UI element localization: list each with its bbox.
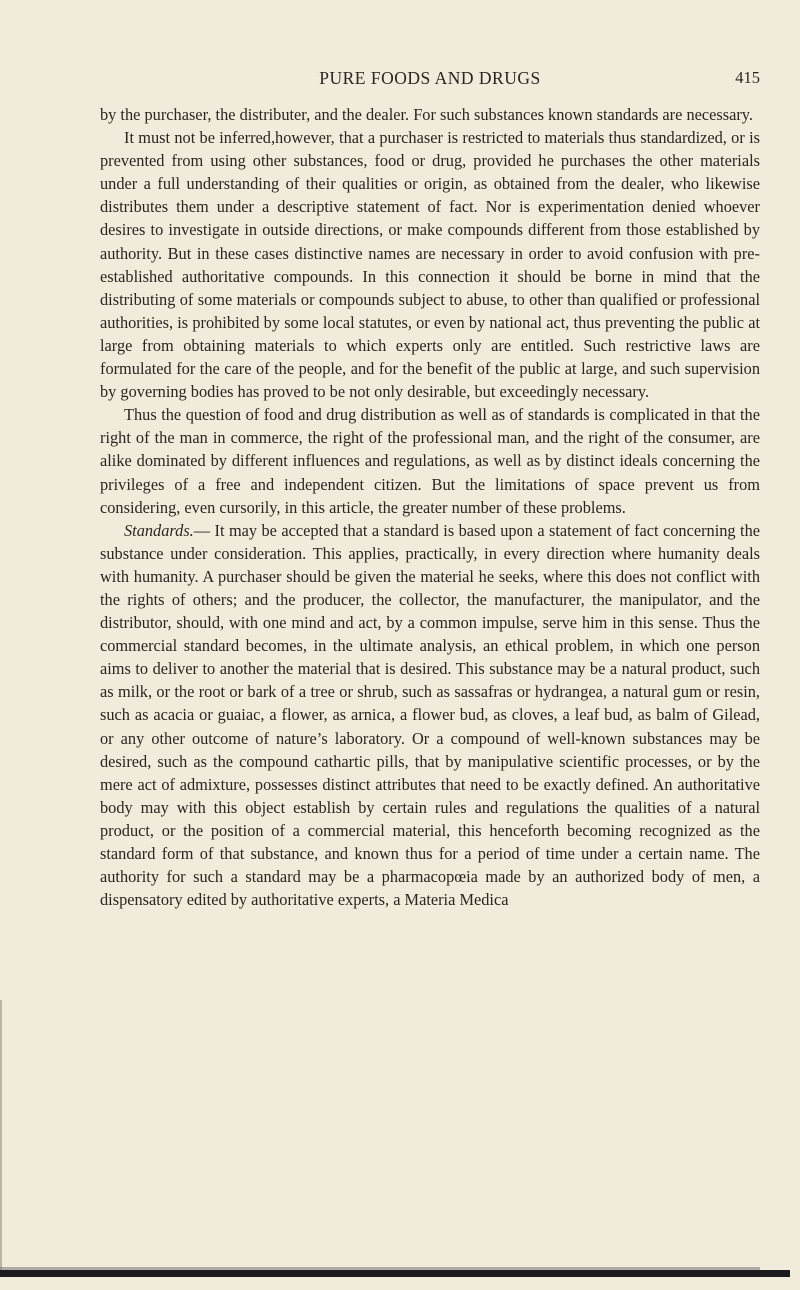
page-number: 415 <box>735 68 760 87</box>
paragraph-continuation: by the purchaser, the distributer, and the dealer. For such substances known standards are necessary. <box>100 105 753 124</box>
bottom-rule <box>0 1270 790 1277</box>
body-text <box>100 103 760 911</box>
paragraph-distribution: Thus the question of food and drug distribution as well as of standards is complicated in that the right of the man in commerce, the right of the professional man, and the right of the consumer, are alike dominated by different influences and regulations, as well as by distinct ideals concerning the privileges of a free and independent citizen. But the limitations of space prevent us from considering, even cursorily, in this article, the greater number of these problems. <box>100 405 760 517</box>
running-title: PURE FOODS AND DRUGS <box>319 68 541 88</box>
page-edge-shadow <box>0 1000 2 1270</box>
running-head <box>100 68 760 90</box>
section-heading-standards: Standards. <box>124 520 194 540</box>
standards-text: — It may be accepted that a standard is based upon a statement of fact concerning the substance under consideration. This applies, practically, in every direction where humanity deals with humanity. A purchaser should be given the material he seeks, where this does not conflict with the rights of others; and the producer, the collector, the manufacturer, the manipulator, and the distributor, should, with one mind and act, by a common impulse, serve him in this sense. Thus the commercial standard becomes, in the ultimate analysis, an ethical problem, in which one person aims to deliver to another the material that is desired. This substance may be a natural product, such as milk, or the root or bark of a tree or shrub, such as sassafras or hydrangea, a natural gum or resin, such as acacia or guaiac, a flower, as arnica, a flower bud, as cloves, a leaf bud, as balm of Gilead, or any other outcome of nature’s laboratory. Or a compound of well-known substances may be desired, such as the compound cathartic pills, that by manipulative scientific processes, or by the mere act of admixture, possesses distinct attributes that need to be exactly defined. An authoritative body may with this object establish by certain rules and regulations the qualities of a natural product, or the position of a commercial material, this henceforth becoming recognized as the standard form of that substance, and known thus for a period of time under a certain name. The authority for such a standard may be a pharmacopœia made by an authorized body of men, a dispensatory edited by authoritative experts, a Materia Medica <box>100 520 760 910</box>
paragraph-standards <box>100 519 760 912</box>
paragraph-inference: It must not be inferred,however, that a purchaser is restricted to materials thus standardized, or is prevented from using other substances, food or drug, provided he purchases the other materials under a full understanding of their qualities or origin, as obtained from the dealer, who likewise distributes them under a descriptive statement of fact. Nor is experimentation denied whoever desires to investigate in outside directions, or make compounds different from those established by authority. But in these cases distinctive names are necessary in order to avoid confusion with pre-established authoritative compounds. In this connection it should be borne in mind that the distributing of some materials or compounds subject to abuse, to other than qualified or professional authorities, is prohibited by some local statutes, or even by national act, thus preventing the public at large from obtaining materials to which experts only are entitled. Such restrictive laws are formulated for the care of the people, and for the benefit of the public at large, and such supervision by governing bodies has proved to be not only desirable, but exceedingly necessary. <box>100 128 760 402</box>
